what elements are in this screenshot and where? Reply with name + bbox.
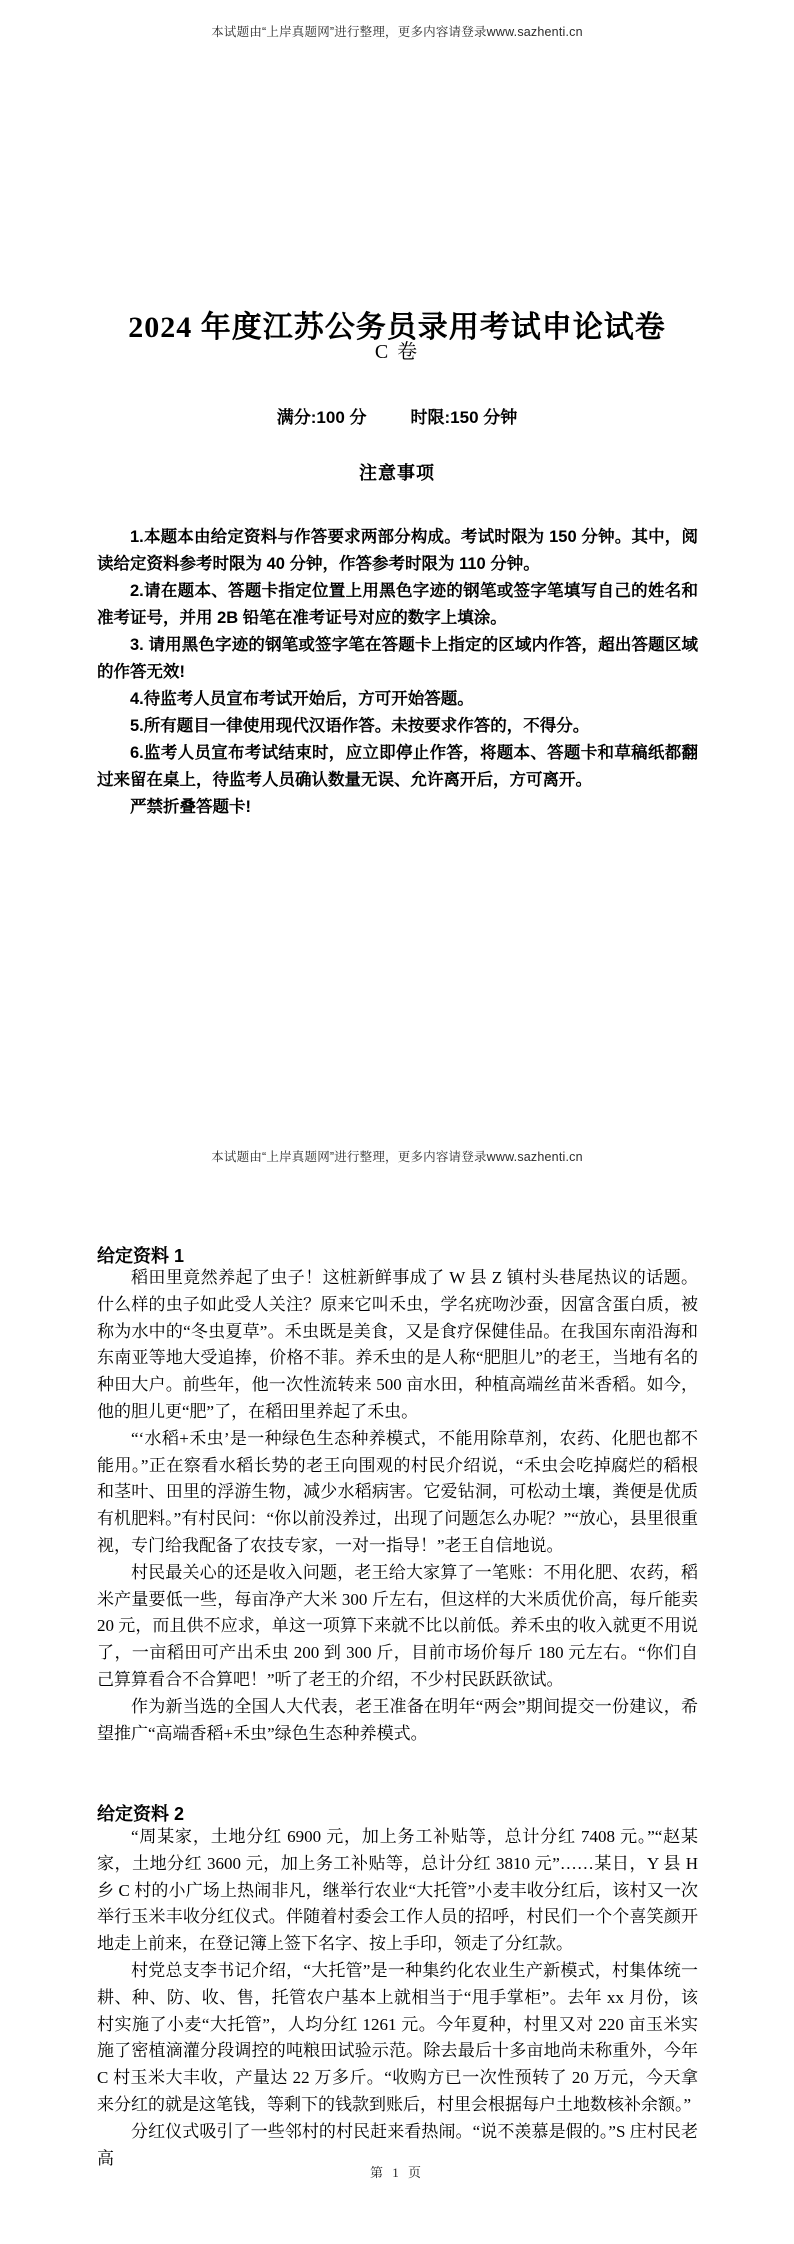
material-paragraph: 分红仪式吸引了一些邻村的村民赶来看热闹。“说不羡慕是假的。”S 庄村民老高 bbox=[97, 2121, 698, 2168]
material-paragraph: 村党总支李书记介绍，“大托管”是一种集约化农业生产新模式，村集体统一耕、种、防、收、售，托管农户基本上就相当于“甩手掌柜”。去年 xx 月份，该村实施了小麦“大托管”，人均分红 1261 元。今年夏种，村里又对 220 亩玉米实施了密植滴灌分段调控的吨粮田试验示范。除去最后十多亩地尚未称重外，今年 C 村玉米大丰收，产量达 22 万多斤。“收购方已一次性预转了 20 万元，今天拿来分红的就是这笔钱，等剩下的钱款到账后，村里会根据每户土地数核补余额。” bbox=[97, 1960, 698, 2114]
notice-item: 5.所有题目一律使用现代汉语作答。未按要求作答的，不得分。 bbox=[130, 717, 590, 735]
material-2-body bbox=[97, 1824, 698, 2172]
full-score-label: 满分:100 分 bbox=[276, 408, 367, 427]
paper-version: C 卷 bbox=[374, 341, 420, 363]
notice-list bbox=[97, 524, 698, 821]
notice-heading: 注意事项 bbox=[359, 463, 435, 483]
notice-item: 3. 请用黑色字迹的钢笔或签字笔在答题卡上指定的区域内作答，超出答题区域的作答无效! bbox=[97, 636, 698, 681]
material-paragraph: 稻田里竟然养起了虫子！这桩新鲜事成了 W 县 Z 镇村头巷尾热议的话题。什么样的虫子如此受人关注？原来它叫禾虫，学名疣吻沙蚕，因富含蛋白质，被称为水中的“冬虫夏草”。禾虫既是美食，又是食疗保健佳品。在我国东南沿海和东南亚等地大受追捧，价格不菲。养禾虫的是人称“肥胆儿”的老王，当地有名的种田大户。前些年，他一次性流转来 500 亩水田，种植高端丝苗米香稻。如今，他的胆儿更“肥”了，在稻田里养起了禾虫。 bbox=[97, 1268, 698, 1421]
material-paragraph: 村民最关心的还是收入问题，老王给大家算了一笔账：不用化肥、农药，稻米产量要低一些，每亩净产大米 300 斤左右，但这样的大米质优价高，每斤能卖 20 元，而且供不应求，单这一项算下来就不比以前低。养禾虫的收入就更不用说了，一亩稻田可产出禾虫 200 到 300 斤，目前市场价每斤 180 元左右。“你们自己算算看合不合算吧！”听了老王的介绍，不少村民跃跃欲试。 bbox=[97, 1562, 698, 1689]
material-paragraph: “周某家，土地分红 6900 元，加上务工补贴等，总计分红 7408 元。”“赵某家，土地分红 3600 元，加上务工补贴等，总计分红 3810 元”……某日，Y 县 H 乡 C 村的小广场上热闹非凡，继举行农业“大托管”小麦丰收分红后，该村又一次举行玉米丰收分红仪式。伴随着村委会工作人员的招呼，村民们一个个喜笑颜开地走上前来，在登记簿上签下名字、按上手印，领走了分红款。 bbox=[97, 1827, 698, 1954]
material-2-heading: 给定资料 2 bbox=[97, 1803, 185, 1824]
material-paragraph: 作为新当选的全国人大代表，老王准备在明年“两会”期间提交一份建议，希望推广“高端香稻+禾虫”绿色生态种养模式。 bbox=[97, 1696, 698, 1743]
material-paragraph: “‘水稻+禾虫’是一种绿色生态种养模式，不能用除草剂，农药、化肥也都不能用。”正在察看水稻长势的老王向围观的村民介绍说，“禾虫会吃掉腐烂的稻根和茎叶、田里的浮游生物，减少水稻病害。它爱钻洞，可松动土壤，粪便是优质有机肥料。”有村民问：“你以前没养过，出现了问题怎么办呢？”“放心，县里很重视，专门给我配备了农技专家，一对一指导！”老王自信地说。 bbox=[97, 1428, 698, 1555]
notice-warning: 严禁折叠答题卡! bbox=[130, 798, 251, 816]
watermark-top: 本试题由“上岸真题网”进行整理，更多内容请登录www.sazhenti.cn bbox=[211, 25, 583, 39]
notice-item: 1.本题本由给定资料与作答要求两部分构成。考试时限为 150 分钟。其中，阅读给定资料参考时限为 40 分钟，作答参考时限为 110 分钟。 bbox=[97, 528, 698, 573]
page-number: 第 1 页 bbox=[369, 2165, 424, 2180]
score-time-line bbox=[0, 403, 794, 428]
notice-item: 6.监考人员宣布考试结束时，应立即停止作答，将题本、答题卡和草稿纸都翻过来留在桌上，待监考人员确认数量无误、允许离开后，方可离开。 bbox=[97, 744, 698, 789]
notice-item: 2.请在题本、答题卡指定位置上用黑色字迹的钢笔或签字笔填写自己的姓名和准考证号，并用 2B 铅笔在准考证号对应的数字上填涂。 bbox=[97, 582, 698, 627]
material-1-body bbox=[97, 1265, 698, 1747]
watermark-middle: 本试题由“上岸真题网”进行整理，更多内容请登录www.sazhenti.cn bbox=[211, 1150, 583, 1164]
exam-title: 2024 年度江苏公务员录用考试申论试卷 bbox=[128, 311, 666, 345]
notice-item: 4.待监考人员宣布考试开始后，方可开始答题。 bbox=[130, 690, 474, 708]
time-limit-label: 时限:150 分钟 bbox=[410, 408, 518, 427]
material-1-heading: 给定资料 1 bbox=[97, 1245, 185, 1266]
